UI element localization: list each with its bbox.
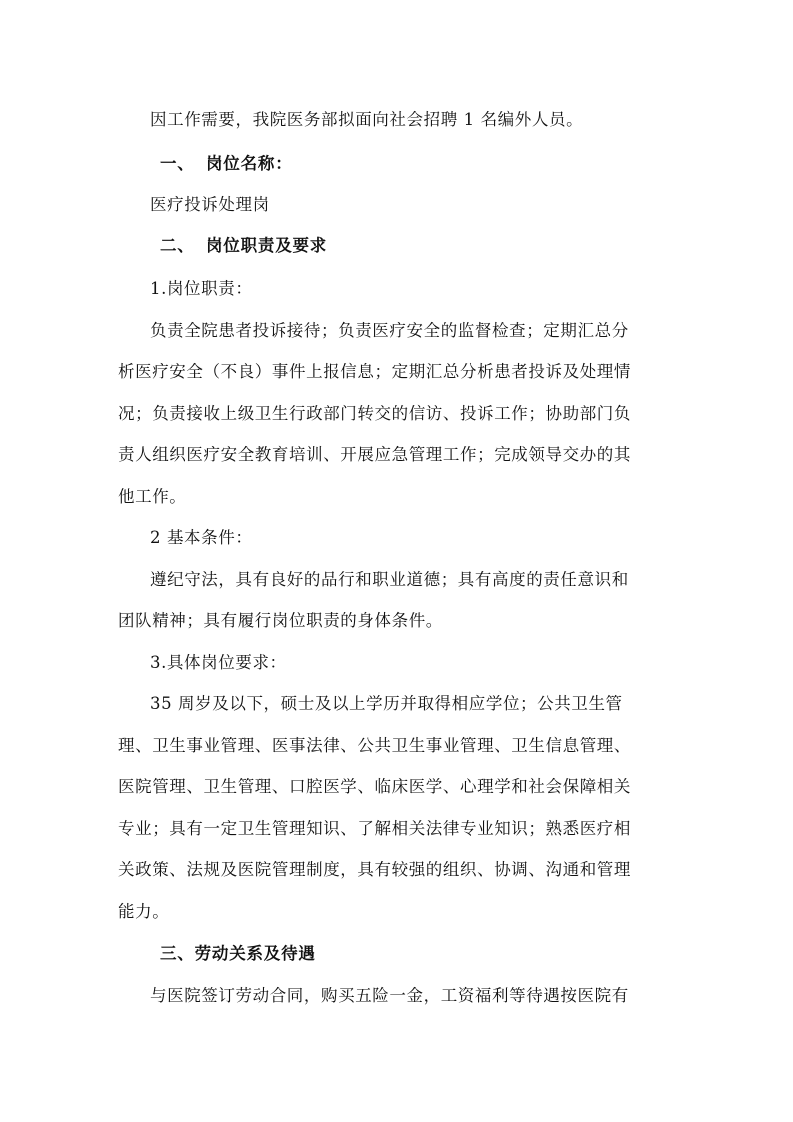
specific-line: 关政策、法规及医院管理制度，具有较强的组织、协调、沟通和管理 xyxy=(118,860,631,879)
duties-line: 负责全院患者投诉接待；负责医疗安全的监督检查；定期汇总分 xyxy=(150,321,629,340)
section-title: 岗位名称： xyxy=(206,154,293,173)
intro-paragraph: 因工作需要，我院医务部拟面向社会招聘 1 名编外人员。 xyxy=(150,110,584,129)
duties-line: 责人组织医疗安全教育培训、开展应急管理工作；完成领导交办的其 xyxy=(118,445,631,464)
specific-line: 35 周岁及以下，硕士及以上学历并取得相应学位；公共卫生管 xyxy=(150,694,623,713)
basic-line: 团队精神；具有履行岗位职责的身体条件。 xyxy=(118,611,443,630)
section-heading-3: 三、劳动关系及待遇 xyxy=(160,944,316,963)
duties-line: 析医疗安全（不良）事件上报信息；定期汇总分析患者投诉及处理情 xyxy=(118,362,631,381)
specific-line: 能力。 xyxy=(118,902,170,921)
basic-line: 遵纪守法，具有良好的品行和职业道德；具有高度的责任意识和 xyxy=(150,570,629,589)
section-heading-1 xyxy=(160,150,293,174)
labor-line: 与医院签订劳动合同，购买五险一金，工资福利等待遇按医院有 xyxy=(150,986,629,1005)
duties-line: 他工作。 xyxy=(118,487,187,506)
position-name: 医疗投诉处理岗 xyxy=(150,195,270,214)
section-number: 一、 xyxy=(160,154,195,173)
section-number: 二、 xyxy=(160,236,195,255)
basic-label: 2 基本条件： xyxy=(150,528,253,547)
specific-line: 理、卫生事业管理、医事法律、公共卫生事业管理、卫生信息管理、 xyxy=(118,736,631,755)
section-heading-2 xyxy=(160,232,327,256)
specific-label: 3.具体岗位要求： xyxy=(150,653,287,672)
duties-label: 1.岗位职责： xyxy=(150,279,253,298)
specific-line: 医院管理、卫生管理、口腔医学、临床医学、心理学和社会保障相关 xyxy=(118,777,631,796)
section-title: 岗位职责及要求 xyxy=(206,236,328,255)
specific-line: 专业；具有一定卫生管理知识、了解相关法律专业知识；熟悉医疗相 xyxy=(118,819,631,838)
duties-line: 况；负责接收上级卫生行政部门转交的信访、投诉工作；协助部门负 xyxy=(118,404,631,423)
